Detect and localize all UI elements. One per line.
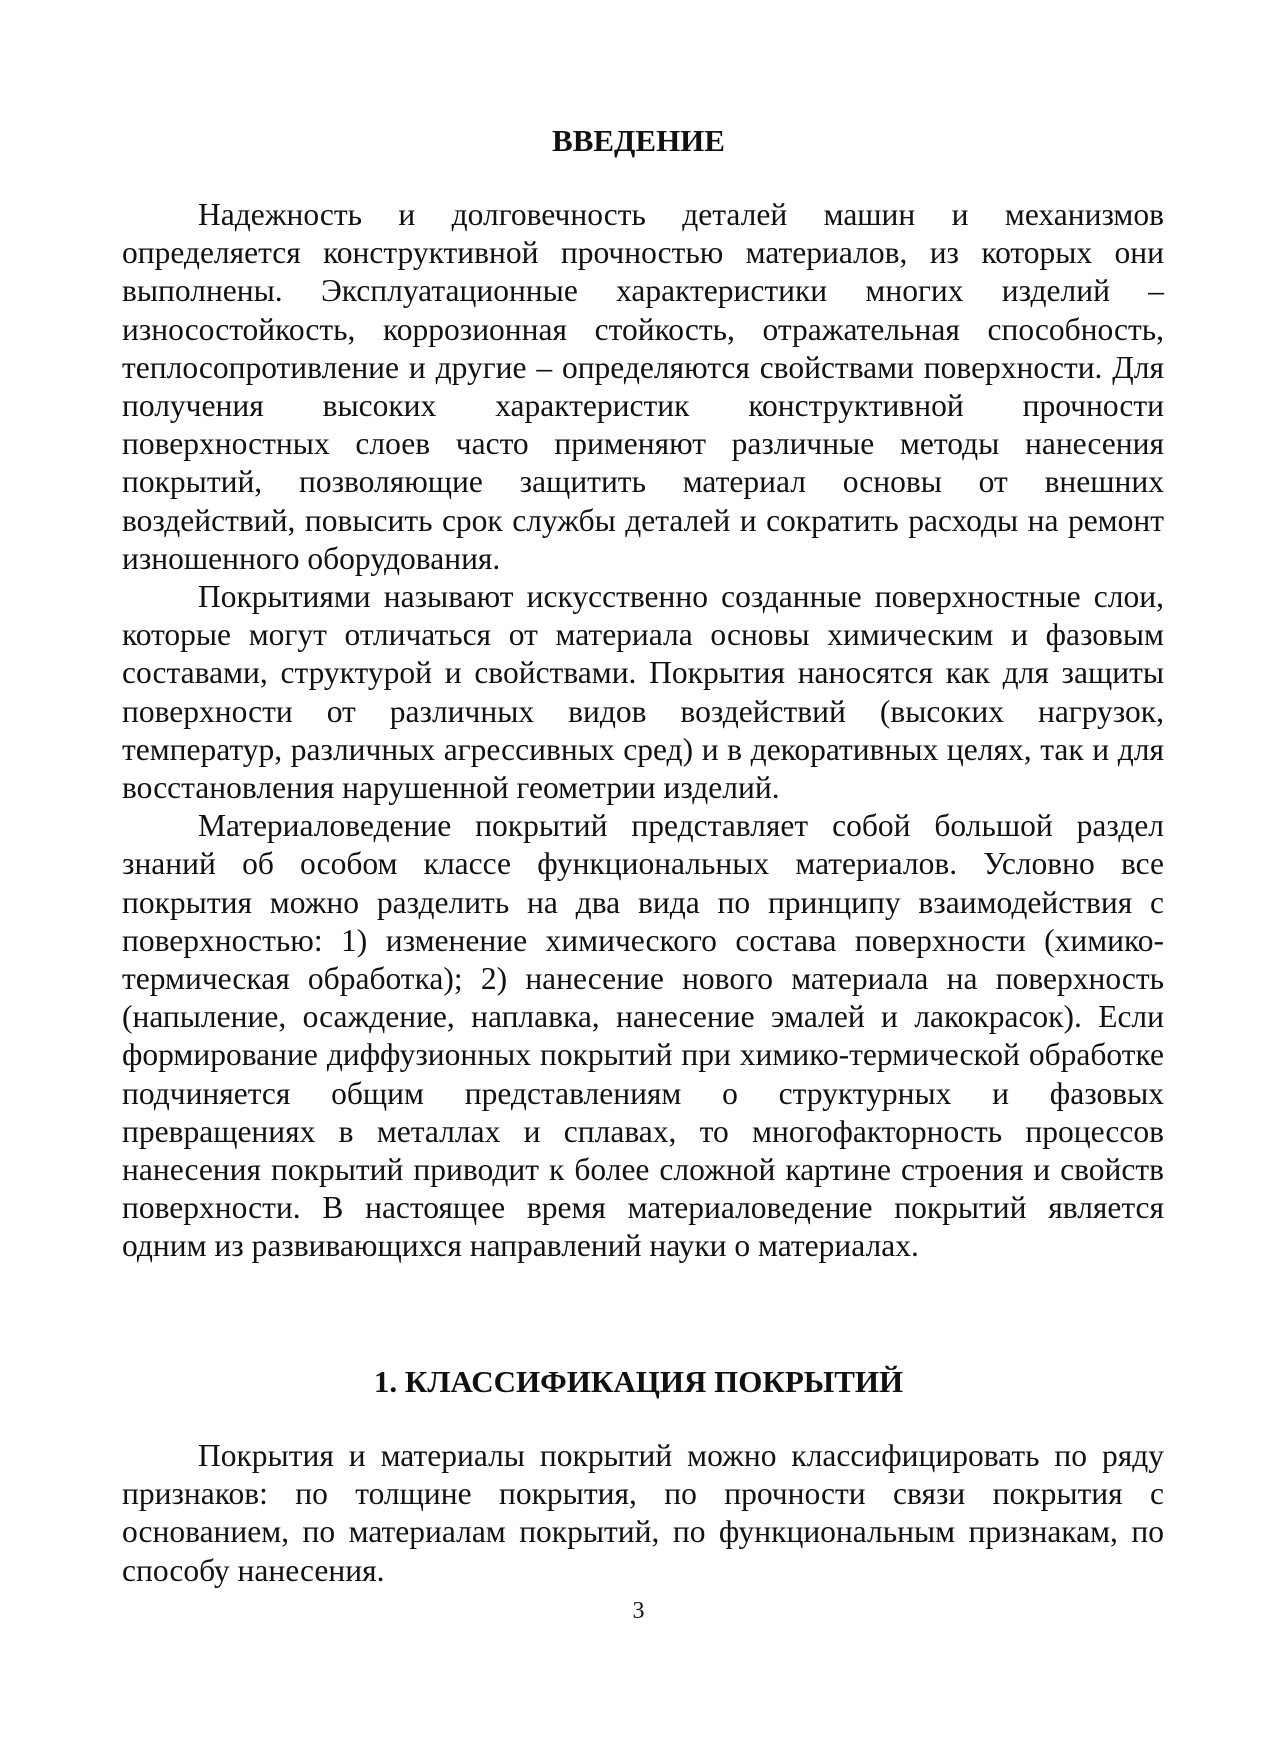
intro-body: [122, 196, 1164, 1266]
intro-paragraph-2: Покрытиями называют искусственно созданные поверхностные слои, которые могут отличаться от материала основы химическим и фазовым составами, структурой и свойствами. Покрытия наносятся как для защиты поверхности от различных видов воздействий (высоких нагрузок, температур, различных агрессивных сред) и в декоративных целях, так и для восстановления нарушенной геометрии изделий.: [122, 579, 1164, 806]
page-number: 3: [632, 1598, 645, 1624]
section-1-body: [122, 1437, 1164, 1590]
intro-heading: ВВЕДЕНИЕ: [552, 123, 725, 158]
section-1-paragraph-1: Покрытия и материалы покрытий можно классифицировать по ряду признаков: по толщине покрытия, по прочности связи покрытия с основанием, по материалам покрытий, по функциональным признакам, по способу нанесения.: [122, 1438, 1164, 1588]
intro-paragraph-3: Материаловедение покрытий представляет собой большой раздел знаний об особом классе функциональных материалов. Условно все покрытия можно разделить на два вида по принципу взаимодействия с поверхностью: 1) изменение химического состава поверхности (химико-термическая обработка); 2) нанесение нового материала на поверхность (напыление, осаждение, наплавка, нанесение эмалей и лакокрасок). Если формирование диффузионных покрытий при химико-термической обработке подчиняется общим представлениям о структурных и фазовых превращениях в металлах и сплавах, то многофакторность процессов нанесения покрытий приводит к более сложной картине строения и свойств поверхности. В настоящее время материаловедение покрытий является одним из развивающихся направлений науки о материалах.: [122, 808, 1164, 1264]
intro-paragraph-1: Надежность и долговечность деталей машин и механизмов определяется конструктивной прочностью материалов, из которых они выполнены. Эксплуатационные характеристики многих изделий – износостойкость, коррозионная стойкость, отражательная способность, теплосопротивление и другие – определяются свойствами поверхности. Для получения высоких характеристик конструктивной прочности поверхностных слоев часто применяют различные методы нанесения покрытий, позволяющие защитить материал основы от внешних воздействий, повысить срок службы деталей и сократить расходы на ремонт изношенного оборудования.: [122, 197, 1164, 576]
section-1-heading: 1. КЛАССИФИКАЦИЯ ПОКРЫТИЙ: [373, 1364, 904, 1399]
